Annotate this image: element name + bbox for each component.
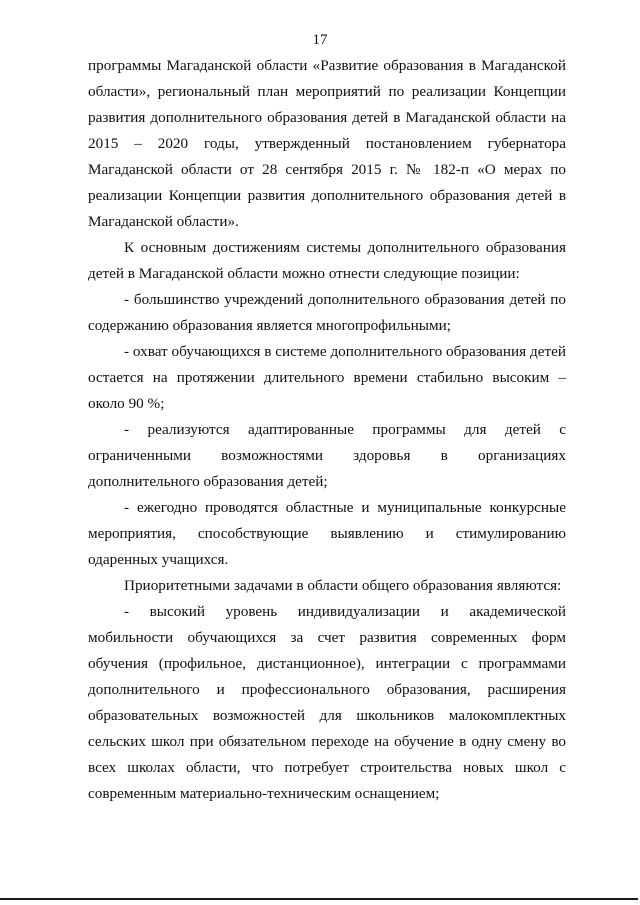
page-number: 17 [312,32,328,48]
paragraph-program-list: программы Магаданской области «Развитие образования в Магаданской области», региональный план мероприятий по реализации Концепции развития дополнительного образования детей в Магаданской области на 2015 – 2020 годы, утвержденный постановлением губернатора Магаданской области от 28 сентября 2015 г. № 182-п «О мерах по реализации Концепции развития дополнительного образования детей в Магаданской области». [88,57,566,230]
paragraph-achievements-intro: К основным достижениям системы дополнительного образования детей в Магаданской области можно отнести следующие позиции: [88,239,566,282]
list-item-adapted-programs: - реализуются адаптированные программы для детей с ограниченными возможностями здоровья в организациях дополнительного образования детей; [88,421,566,490]
paragraph-priorities-intro: Приоритетными задачами в области общего образования являются: [124,577,562,594]
document-body [88,53,566,807]
list-item-individualization: - высокий уровень индивидуализации и академической мобильности обучающихся за счет развития современных форм обучения (профильное, дистанционное), интеграции с программами дополнительного и профессионального образования, расширения образовательных возможностей для школьников малокомплектных сельских школ при обязательном переходе на обучение в одну смену во всех школах области, что потребует строительства новых школ с современным материально-техническим оснащением; [88,603,566,802]
bottom-divider [0,898,638,900]
list-item-multiprofile: - большинство учреждений дополнительного образования детей по содержанию образования является многопрофильными; [88,291,566,334]
list-item-competitions: - ежегодно проводятся областные и муниципальные конкурсные мероприятия, способствующие выявлению и стимулированию одаренных учащихся. [88,499,566,568]
list-item-coverage: - охват обучающихся в системе дополнительного образования детей остается на протяжении длительного времени стабильно высоким – около 90 %; [88,343,566,412]
